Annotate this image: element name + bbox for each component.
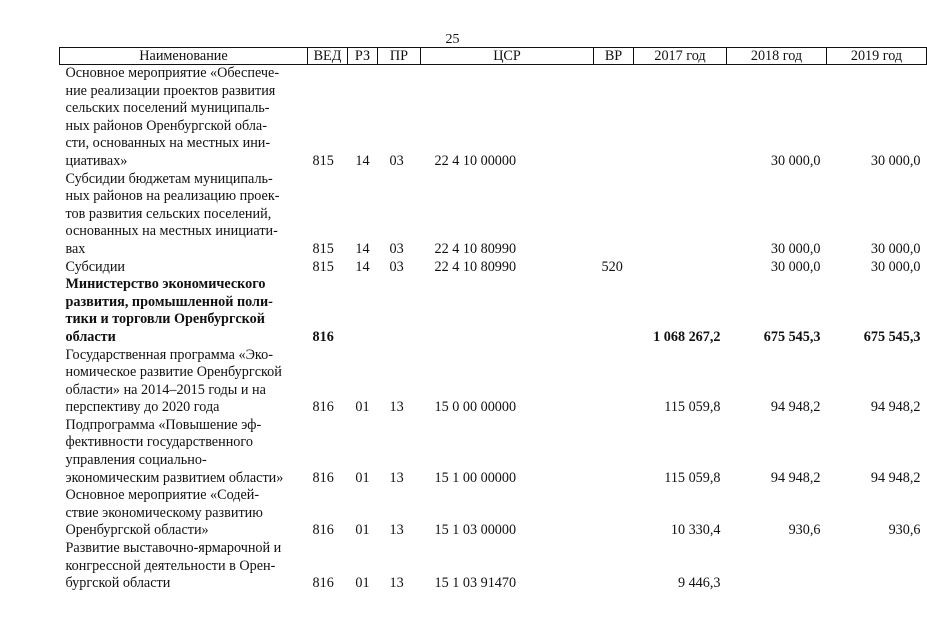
row-2018: 94 948,2	[770, 469, 821, 486]
row-name-line: вах	[65, 240, 86, 257]
row-2018: 30 000,0	[770, 152, 821, 169]
row-name	[60, 65, 308, 171]
row-name-line: тов развития сельских поселений,	[65, 205, 272, 222]
row-name	[60, 276, 308, 346]
row-name-line: Основное мероприятие «Содей-	[65, 487, 260, 504]
row-2018: 930,6	[788, 522, 821, 539]
row-pr: 13	[389, 399, 404, 416]
row-pr: 03	[389, 258, 404, 275]
row-name-line: экономическим развитием области»	[65, 469, 284, 486]
row-csr: 15 1 03 00000	[434, 522, 517, 539]
row-2018	[727, 540, 827, 593]
row-name-line: фективности государственного	[65, 434, 253, 451]
row-2019: 94 948,2	[870, 469, 921, 486]
row-name-line: развития, промышленной поли-	[65, 293, 273, 310]
row-name-line: основанных на местных инициати-	[65, 223, 278, 240]
row-name-line: конгрессной деятельности в Орен-	[65, 557, 276, 574]
row-ved: 816	[312, 399, 334, 416]
header-pr: ПР	[378, 48, 421, 65]
row-rz: 14	[355, 258, 370, 275]
row-vr	[594, 487, 634, 540]
row-name-line: номическое развитие Оренбургской	[65, 364, 282, 381]
row-name-line: тики и торговли Оренбургской	[65, 311, 265, 328]
table-row	[60, 171, 927, 259]
row-vr	[594, 65, 634, 171]
row-ved: 816	[312, 328, 334, 345]
row-2017	[634, 171, 727, 259]
row-rz: 01	[355, 399, 370, 416]
row-vr	[594, 171, 634, 259]
table-row	[60, 347, 927, 417]
row-name	[60, 417, 308, 487]
row-2018: 30 000,0	[770, 240, 821, 257]
table-row	[60, 417, 927, 487]
row-name-line: Развитие выставочно-ярмарочной и	[65, 540, 282, 557]
row-name-line: Субсидии	[65, 258, 126, 275]
row-rz: 01	[355, 469, 370, 486]
header-2017: 2017 год	[634, 48, 727, 65]
row-name-line: ствие экономическому развитию	[65, 504, 263, 521]
row-name-line: ние реализации проектов развития	[65, 82, 276, 99]
row-2017: 1 068 267,2	[653, 328, 721, 345]
row-rz: 01	[355, 575, 370, 592]
row-2019: 94 948,2	[870, 399, 921, 416]
row-csr	[421, 276, 594, 346]
table-row	[60, 276, 927, 346]
row-ved: 815	[312, 152, 334, 169]
row-rz	[348, 276, 378, 346]
header-2019: 2019 год	[827, 48, 927, 65]
row-2019: 30 000,0	[870, 152, 921, 169]
row-pr	[378, 276, 421, 346]
row-pr: 13	[389, 522, 404, 539]
row-vr	[594, 347, 634, 417]
row-name-line: области» на 2014–2015 годы и на	[65, 381, 266, 398]
table-body	[60, 65, 927, 593]
row-name-line: сельских поселений муниципаль-	[65, 100, 270, 117]
table-header	[60, 48, 927, 65]
row-name-line: Государственная программа «Эко-	[65, 346, 273, 363]
row-vr: 520	[601, 258, 623, 275]
row-name-line: Оренбургской области»	[65, 522, 209, 539]
row-name-line: Министерство экономического	[65, 276, 266, 293]
row-csr: 15 1 03 91470	[434, 575, 517, 592]
header-name: Наименование	[60, 48, 308, 65]
row-name-line: ных районов на реализацию проек-	[65, 188, 280, 205]
row-rz: 14	[355, 240, 370, 257]
row-name-line: циативах»	[65, 152, 128, 169]
row-name	[60, 259, 308, 277]
row-csr: 22 4 10 00000	[434, 152, 517, 169]
header-csr: ЦСР	[421, 48, 594, 65]
row-ved: 815	[312, 258, 334, 275]
row-2018: 94 948,2	[770, 399, 821, 416]
row-2019: 30 000,0	[870, 258, 921, 275]
row-vr	[594, 276, 634, 346]
row-name-line: ных районов Оренбургской обла-	[65, 117, 267, 134]
table-row	[60, 487, 927, 540]
row-2018: 675 545,3	[763, 328, 821, 345]
row-ved: 816	[312, 575, 334, 592]
row-name-line: сти, основанных на местных ини-	[65, 135, 271, 152]
table-row	[60, 65, 927, 171]
row-2019: 30 000,0	[870, 240, 921, 257]
row-vr	[594, 417, 634, 487]
row-name-line: Субсидии бюджетам муниципаль-	[65, 170, 273, 187]
page-number: 25	[445, 32, 460, 47]
row-rz: 14	[355, 152, 370, 169]
row-csr: 15 1 00 00000	[434, 469, 517, 486]
row-2019: 675 545,3	[863, 328, 921, 345]
row-name	[60, 171, 308, 259]
row-csr: 22 4 10 80990	[434, 258, 517, 275]
row-pr: 03	[389, 152, 404, 169]
row-vr	[594, 540, 634, 593]
row-ved: 816	[312, 469, 334, 486]
row-name	[60, 540, 308, 593]
row-ved: 816	[312, 522, 334, 539]
row-name-line: Подпрограмма «Повышение эф-	[65, 416, 262, 433]
row-ved: 815	[312, 240, 334, 257]
row-pr: 03	[389, 240, 404, 257]
header-2018: 2018 год	[727, 48, 827, 65]
row-2017: 10 330,4	[670, 522, 721, 539]
row-csr: 22 4 10 80990	[434, 240, 517, 257]
row-2019	[827, 540, 927, 593]
header-ved: ВЕД	[308, 48, 348, 65]
row-2017: 115 059,8	[664, 399, 721, 416]
row-name-line: Основное мероприятие «Обеспече-	[65, 65, 280, 81]
row-name	[60, 487, 308, 540]
row-name-line: области	[65, 328, 116, 345]
row-2017	[634, 65, 727, 171]
row-2018: 30 000,0	[770, 258, 821, 275]
row-rz: 01	[355, 522, 370, 539]
header-vr: ВР	[594, 48, 634, 65]
row-name-line: бургской области	[65, 575, 171, 592]
row-pr: 13	[389, 469, 404, 486]
row-2017: 9 446,3	[677, 575, 721, 592]
row-csr: 15 0 00 00000	[434, 399, 517, 416]
row-name-line: управления социально-	[65, 452, 207, 469]
row-2017: 115 059,8	[664, 469, 721, 486]
header-rz: РЗ	[348, 48, 378, 65]
table-row	[60, 540, 927, 593]
row-2019: 930,6	[888, 522, 921, 539]
table-row	[60, 259, 927, 277]
row-2017	[634, 259, 727, 277]
row-pr: 13	[389, 575, 404, 592]
row-name	[60, 347, 308, 417]
budget-table	[59, 47, 927, 593]
row-name-line: перспективу до 2020 года	[65, 399, 220, 416]
